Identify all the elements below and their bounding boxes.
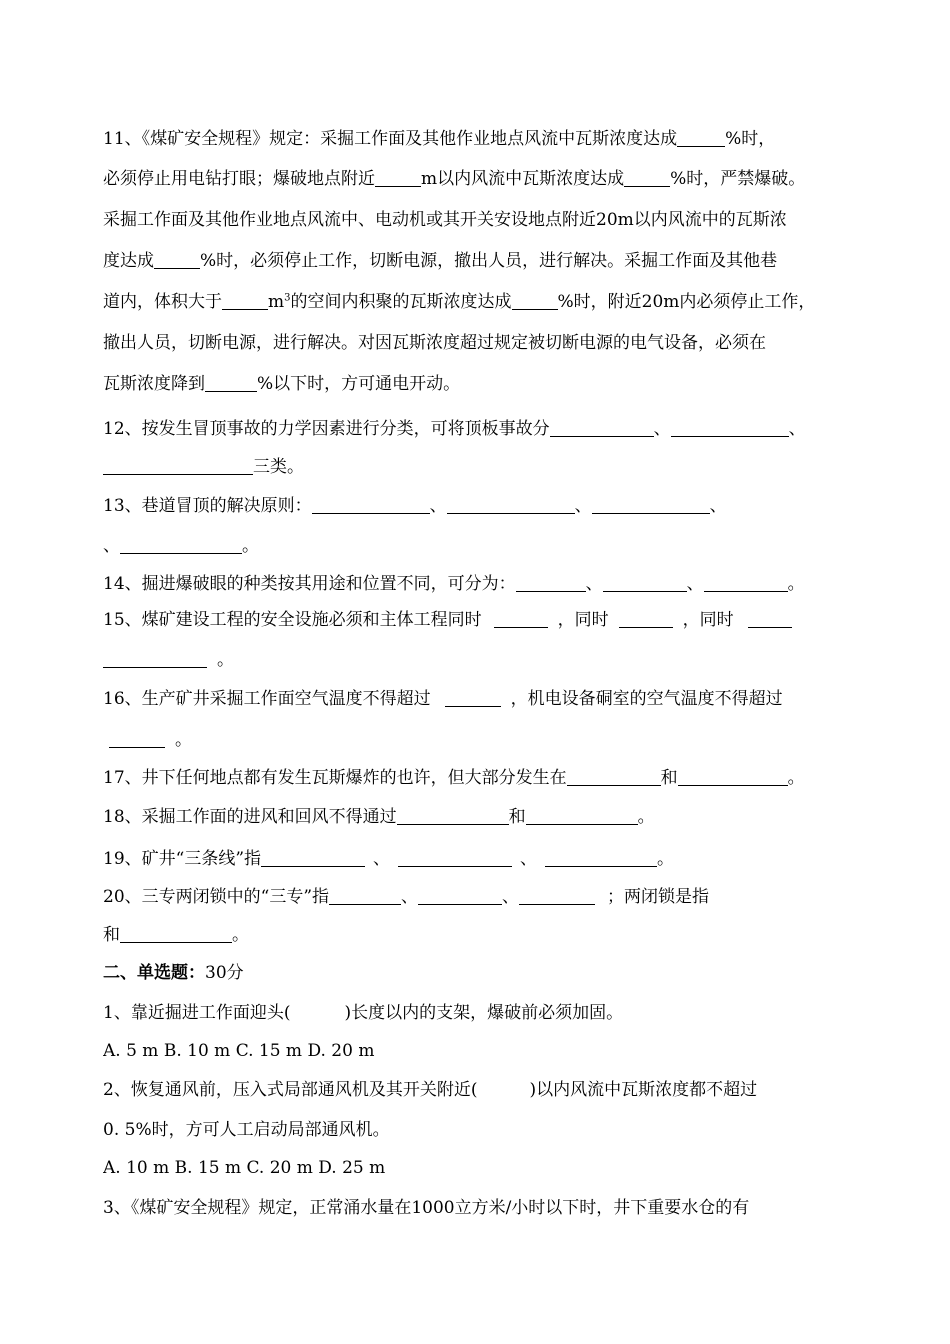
q12-line-2: 三类。 <box>103 451 883 483</box>
answer-blank[interactable] <box>567 765 661 786</box>
s1-options: A. 5 m B. 10 m C. 15 m D. 20 m <box>103 1041 375 1061</box>
answer-blank[interactable] <box>445 686 501 707</box>
answer-blank[interactable] <box>592 493 710 514</box>
q11-line-7: 瓦斯浓度降到 %以下时，方可通电开动。 <box>103 368 883 400</box>
answer-blank[interactable] <box>624 166 670 187</box>
answer-blank[interactable] <box>671 416 789 437</box>
q11-line-2: 必须停止用电钻打眼；爆破地点附近 m以内风流中瓦斯浓度达成 %时，严禁爆破。 <box>103 163 883 195</box>
s2-question-line-2: 0. 5%时，方可人工启动局部通风机。 <box>103 1120 390 1140</box>
answer-blank[interactable] <box>418 884 502 905</box>
answer-blank[interactable] <box>512 289 558 310</box>
answer-blank[interactable] <box>678 765 788 786</box>
q20-line-2: 和 。 <box>103 919 883 951</box>
answer-blank[interactable] <box>398 846 512 867</box>
q16-line-1: 16、生产矿井采掘工作面空气温度不得超过 ，机电设备硐室的空气温度不得超过 <box>103 683 883 715</box>
answer-blank[interactable] <box>526 804 638 825</box>
answer-blank[interactable] <box>619 607 673 628</box>
q11-line-5: 道内，体积大于 $m^3$的空间内积聚的瓦斯浓度达成 %时，附近20m内必须停止工作， <box>103 286 883 318</box>
answer-blank[interactable] <box>677 126 725 147</box>
section-heading: 二、单选题：30分 <box>103 963 244 983</box>
q11-line-1: 11、《煤矿安全规程》规定：采掘工作面及其他作业地点风流中瓦斯浓度达成 %时， <box>103 123 883 155</box>
answer-blank[interactable] <box>397 804 509 825</box>
s2-question-line-1: 2、恢复通风前，压入式局部通风机及其开关附近( )以内风流中瓦斯浓度都不超过 <box>103 1080 758 1100</box>
answer-blank[interactable] <box>120 922 232 943</box>
answer-blank[interactable] <box>120 533 242 554</box>
answer-blank[interactable] <box>519 884 595 905</box>
answer-blank[interactable] <box>375 166 421 187</box>
answer-blank[interactable] <box>545 846 657 867</box>
answer-blank[interactable] <box>603 571 687 592</box>
q19-line-1: 19、矿井“三条线”指 、 、 。 <box>103 843 883 875</box>
answer-blank[interactable] <box>312 493 430 514</box>
answer-blank[interactable] <box>205 371 257 392</box>
q13-line-2: 、 。 <box>103 530 883 562</box>
q18-line-1: 18、采掘工作面的进风和回风不得通过 和 。 <box>103 801 883 833</box>
answer-blank[interactable] <box>704 571 788 592</box>
answer-blank[interactable] <box>550 416 654 437</box>
answer-blank[interactable] <box>261 846 365 867</box>
q12-line-1: 12、按发生冒顶事故的力学因素进行分类，可将顶板事故分 、 、 <box>103 413 883 445</box>
answer-blank[interactable] <box>222 289 268 310</box>
answer-blank[interactable] <box>103 454 253 475</box>
q13-line-1: 13、巷道冒顶的解决原则： 、 、 、 <box>103 490 883 522</box>
q16-line-2: 。 <box>103 724 883 756</box>
answer-blank[interactable] <box>516 571 586 592</box>
q20-line-1: 20、三专两闭锁中的“三专”指 、 、 ；两闭锁是指 <box>103 881 883 913</box>
q11-line-3: 采掘工作面及其他作业地点风流中、电动机或其开关安设地点附近20m以内风流中的瓦斯浓 <box>103 210 787 230</box>
q15-line-2: 。 <box>103 644 883 676</box>
answer-blank[interactable] <box>154 248 200 269</box>
q15-line-1: 15、煤矿建设工程的安全设施必须和主体工程同时 ，同时 ，同时 <box>103 604 883 636</box>
q11-line-6: 撤出人员，切断电源，进行解决。对因瓦斯浓度超过规定被切断电源的电气设备，必须在 <box>103 333 766 353</box>
answer-blank[interactable] <box>329 884 401 905</box>
answer-blank[interactable] <box>447 493 575 514</box>
s1-question: 1、靠近掘进工作面迎头( )长度以内的支架，爆破前必须加固。 <box>103 1003 624 1023</box>
s2-options: A. 10 m B. 15 m C. 20 m D. 25 m <box>103 1158 386 1178</box>
s3-question-line-1: 3、《煤矿安全规程》规定，正常涌水量在1000立方米/小时以下时，井下重要水仓的有 <box>103 1198 750 1218</box>
q17-line-1: 17、井下任何地点都有发生瓦斯爆炸的也许，但大部分发生在 和 。 <box>103 762 883 794</box>
q11-line-4: 度达成 %时，必须停止工作，切断电源，撤出人员，进行解决。采掘工作面及其他巷 <box>103 245 883 277</box>
answer-blank[interactable] <box>109 727 165 748</box>
answer-blank[interactable] <box>748 607 792 628</box>
answer-blank[interactable] <box>494 607 548 628</box>
q14-line-1: 14、掘进爆破眼的种类按其用途和位置不同，可分为： 、 、 。 <box>103 568 883 600</box>
answer-blank[interactable] <box>103 647 207 668</box>
